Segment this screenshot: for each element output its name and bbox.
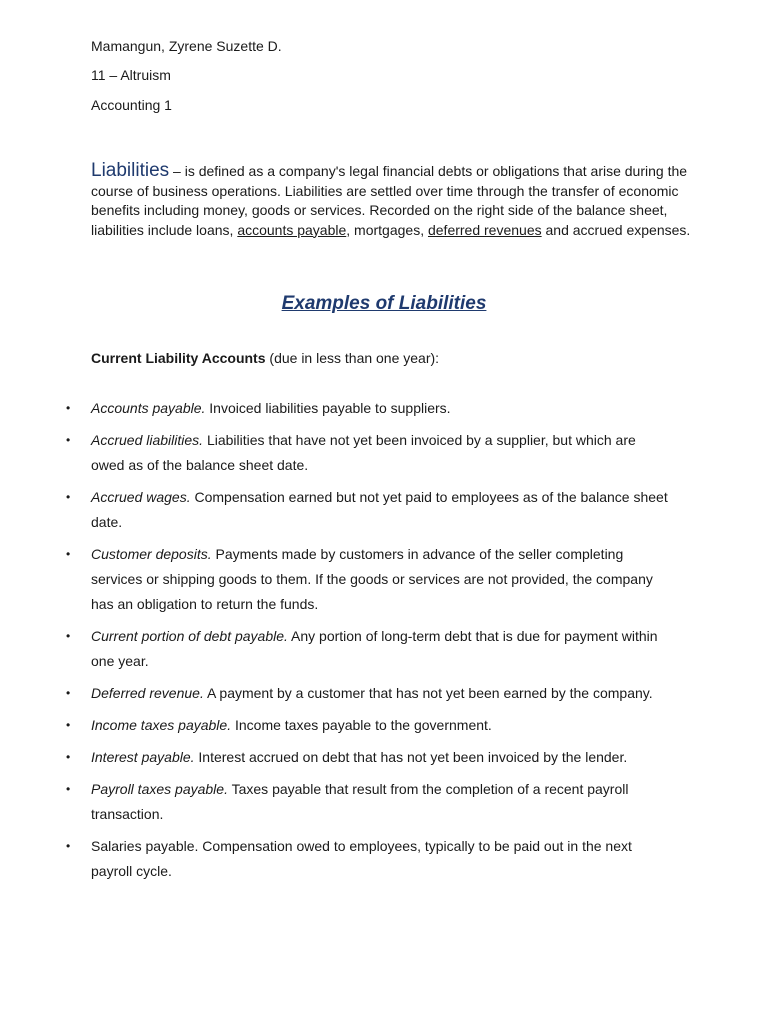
bullet-icon: • bbox=[66, 433, 71, 447]
list-item-desc: Income taxes payable to the government. bbox=[231, 717, 492, 733]
list-item-desc: Liabilities that have not yet been invoiced by a supplier, but which are owed as of the balance sheet date. bbox=[91, 432, 636, 473]
student-name: Mamangun, Zyrene Suzette D. bbox=[91, 38, 282, 54]
list-item bbox=[0, 624, 768, 674]
definition-term: Liabilities bbox=[91, 160, 170, 181]
section-title bbox=[0, 292, 768, 316]
list-item-term: Accrued wages. bbox=[91, 489, 191, 505]
list-item-desc: Compensation earned but not yet paid to employees as of the balance sheet date. bbox=[91, 489, 668, 530]
list-item-desc: Invoiced liabilities payable to suppliers. bbox=[205, 400, 451, 416]
subject-name: Accounting 1 bbox=[91, 97, 172, 113]
list-item-desc: Compensation owed to employees, typically to be paid out in the next payroll cycle. bbox=[91, 838, 632, 879]
deferred-revenues-link[interactable]: deferred revenues bbox=[427, 221, 542, 238]
list-item-desc: Interest accrued on debt that has not yet been invoiced by the lender. bbox=[194, 749, 628, 765]
list-item-term: Deferred revenue. bbox=[91, 685, 204, 701]
subheading-rest: (due in less than one year): bbox=[265, 350, 440, 366]
list-item bbox=[0, 834, 768, 884]
list-item bbox=[0, 542, 768, 617]
list-item-term: Customer deposits. bbox=[91, 546, 212, 562]
list-item-term: Current portion of debt payable. bbox=[91, 628, 288, 644]
list-item-term: Income taxes payable. bbox=[91, 717, 232, 733]
list-item-term: Accounts payable. bbox=[91, 400, 206, 416]
subheading-bold: Current Liability Accounts bbox=[91, 350, 266, 366]
bullet-icon: • bbox=[66, 782, 71, 796]
list-item-term: Payroll taxes payable. bbox=[91, 781, 228, 797]
definition-text-1: – is defined as a company's legal financial debts or obligations that arise during the course of business operations. Liabilities are settled over time through the transfer of economic benefits including money, goods or services. Recorded on the right side of the balance sheet, liabilities include loans, bbox=[91, 163, 688, 238]
liabilities-definition bbox=[91, 161, 691, 240]
list-item-term: Accrued liabilities. bbox=[91, 432, 204, 448]
list-item bbox=[0, 428, 768, 478]
list-item-desc: Payments made by customers in advance of the seller completing services or shipping goods to them. If the goods or services are not provided, the company has an obligation to return the funds. bbox=[91, 546, 653, 612]
student-section: 11 – Altruism bbox=[91, 67, 171, 83]
bullet-icon: • bbox=[66, 490, 71, 504]
definition-text-3: and accrued expenses. bbox=[541, 221, 691, 238]
bullet-icon: • bbox=[66, 401, 71, 415]
list-item bbox=[0, 777, 768, 827]
definition-text-2: , mortgages, bbox=[346, 221, 428, 238]
bullet-icon: • bbox=[66, 547, 71, 561]
liabilities-list bbox=[0, 396, 768, 891]
bullet-icon: • bbox=[66, 686, 71, 700]
bullet-icon: • bbox=[66, 839, 71, 853]
list-item-desc: A payment by a customer that has not yet been earned by the company. bbox=[203, 685, 653, 701]
list-item bbox=[0, 396, 768, 421]
list-item-desc: Any portion of long-term debt that is due for payment within one year. bbox=[91, 628, 658, 669]
list-item bbox=[0, 745, 768, 770]
bullet-icon: • bbox=[66, 718, 71, 732]
list-item bbox=[0, 485, 768, 535]
list-item-desc: Taxes payable that result from the completion of a recent payroll transaction. bbox=[91, 781, 629, 822]
list-item bbox=[0, 681, 768, 706]
bullet-icon: • bbox=[66, 629, 71, 643]
section-title-text: Examples of Liabilities bbox=[281, 293, 487, 314]
list-item-term: Salaries payable. bbox=[91, 838, 199, 854]
current-liability-subheading bbox=[91, 349, 439, 367]
list-item bbox=[0, 713, 768, 738]
bullet-icon: • bbox=[66, 750, 71, 764]
accounts-payable-link[interactable]: accounts payable bbox=[237, 221, 347, 238]
list-item-term: Interest payable. bbox=[91, 749, 195, 765]
